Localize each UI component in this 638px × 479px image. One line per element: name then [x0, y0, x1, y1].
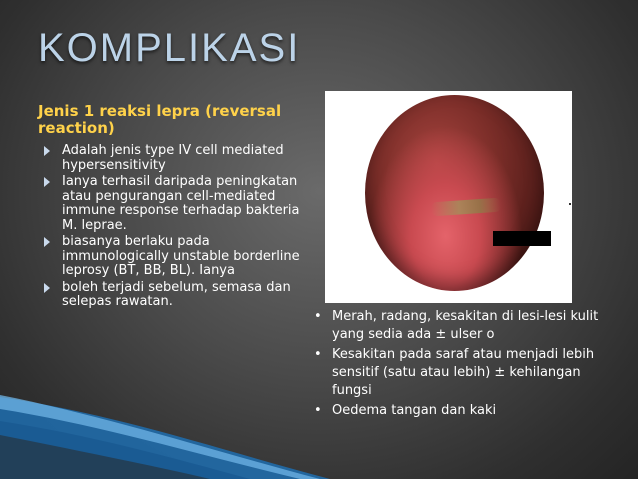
list-item	[38, 235, 308, 279]
lesion-photo	[325, 91, 572, 303]
lesion-scab	[431, 198, 502, 217]
list-item	[38, 281, 308, 310]
list-item	[38, 144, 308, 173]
bullet-text: Adalah jenis type IV cell mediated hypersensitivity	[62, 143, 284, 173]
bullet-text: Kesakitan pada saraf atau menjadi lebih sensitif (satu atau lebih) ± kehilangan fungsi	[332, 347, 595, 398]
list-item	[38, 175, 308, 233]
decorative-wave	[0, 395, 638, 479]
arrow-bullet-icon	[44, 237, 50, 247]
bullet-text: biasanya berlaku pada immunologically unstable borderline leprosy (BT, BB, BL). Ianya	[62, 234, 300, 278]
bullet-text: Ianya terhasil daripada peningkatan atau pengurangan cell-mediated immune response terhadap bakteria M. leprae.	[62, 174, 300, 233]
arrow-bullet-icon	[44, 146, 50, 156]
skin-lesion-image	[365, 95, 544, 291]
dot-bullet-icon: •	[314, 309, 322, 324]
censor-bar	[493, 231, 551, 246]
slide-title: KOMPLIKASI	[38, 26, 301, 70]
left-bullet-list	[38, 144, 308, 312]
dot-bullet-icon: •	[314, 403, 322, 418]
list-item	[312, 346, 612, 400]
bullet-text: Oedema tangan dan kaki	[332, 403, 497, 418]
arrow-bullet-icon	[44, 177, 50, 187]
arrow-bullet-icon	[44, 283, 50, 293]
bullet-text: Merah, radang, kesakitan di lesi-lesi kulit yang sedia ada ± ulser o	[332, 309, 599, 342]
dot-bullet-icon: •	[314, 347, 322, 362]
list-item	[312, 308, 612, 344]
subheading: Jenis 1 reaksi lepra (reversal reaction)	[38, 102, 282, 137]
speck	[569, 203, 571, 205]
bullet-text: boleh terjadi sebelum, semasa dan selepas rawatan.	[62, 279, 291, 309]
